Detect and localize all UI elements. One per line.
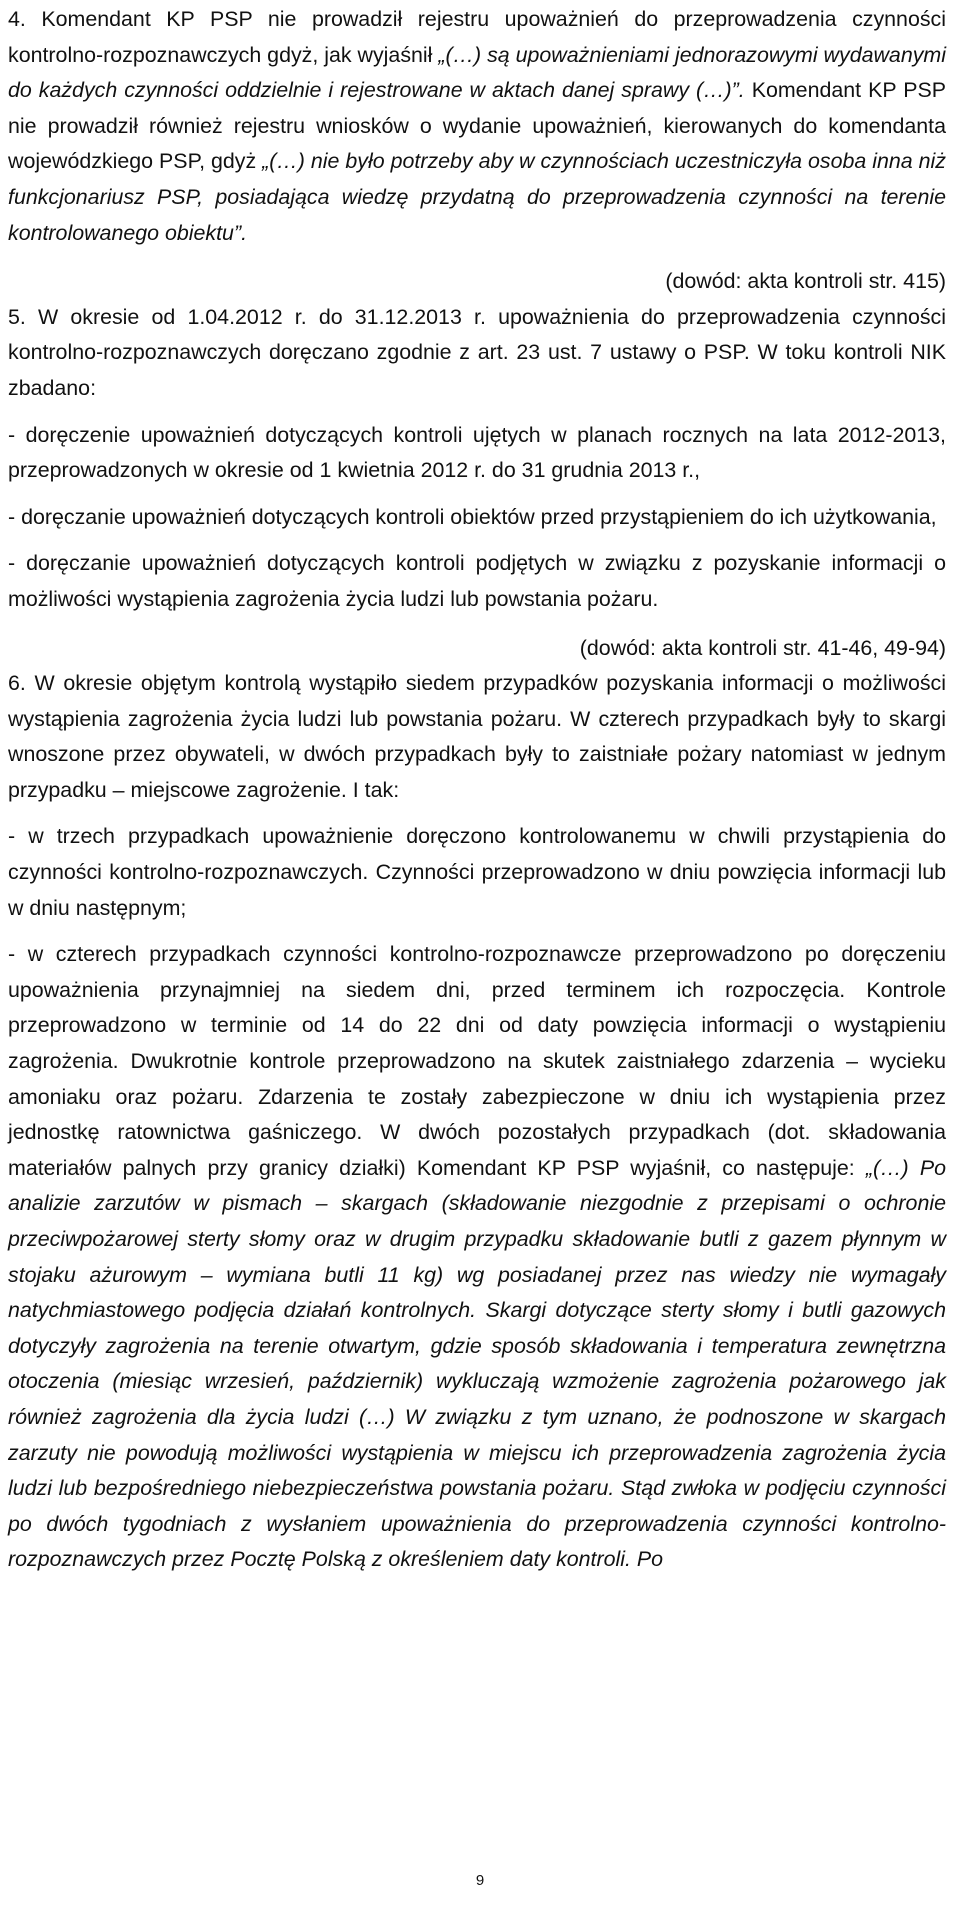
bullet-item-5-text: - w czterech przypadkach czynności kontrolno-rozpoznawcze przeprowadzono po doręczeniu upoważnienia przynajmniej na siedem dni, przed terminem ich rozpoczęcia. Kontrole przeprowadzono w terminie od 14 do 22 dni od daty powzięcia informacji o wystąpieniu zagrożenia. Dwukrotnie kontrole przeprowadzono na skutek zaistniałego zdarzenia – wycieku amoniaku oraz pożaru. Zdarzenia te zostały zabezpieczone w dniu ich wystąpienia przez jednostkę ratownictwa gaśniczego. W dwóch pozostałych przypadkach (dot. składowania materiałów palnych przy granicy działki) Komendant KP PSP wyjaśnił, co następuje: (8, 942, 946, 1180)
page-number: 9 (475, 1872, 485, 1889)
bullet-item-4: - w trzech przypadkach upoważnienie doręczono kontrolowanemu w chwili przystąpienia do czynności kontrolno-rozpoznawczych. Czynności przeprowadzono w dniu powzięcia informacji lub w dniu następnym; (8, 824, 946, 920)
paragraph-4-text-2: Komendant KP PSP nie prowadził również rejestru wniosków o wydanie upoważnień, kierowanych do komendanta wojewódzkiego PSP, gdyż (8, 78, 946, 174)
paragraph-4-quote-2: „(…) nie było potrzeby aby w czynnościach uczestniczyła osoba inna niż funkcjonariusz PSP, posiadająca wiedzę przydatną do przeprowadzenia czynności na terenie kontrolowanego obiektu”. (8, 149, 946, 245)
paragraph-6: 6. W okresie objętym kontrolą wystąpiło siedem przypadków pozyskania informacji o możliwości wystąpienia zagrożenia życia ludzi lub powstania pożaru. W czterech przypadkach były to skargi wnoszone przez obywateli, w dwóch przypadkach były to zaistniałe pożary natomiast w jednym przypadku – miejscowe zagrożenie. I tak: (8, 671, 946, 802)
bullet-item-3: - doręczanie upoważnień dotyczących kontroli podjętych w związku z pozyskanie informacji o możliwości wystąpienia zagrożenia życia ludzi lub powstania pożaru. (8, 551, 946, 611)
bullet-item-5-quote: „(…) Po analizie zarzutów w pismach – skargach (składowanie niezgodnie z przepisami o ochronie przeciwpożarowej sterty słomy oraz w drugim przypadku składowanie butli z gazem płynnym w stojaku ażurowym – wymiana butli 11 kg) wg posiadanej przez nas wiedzy nie wymagały natychmiastowego podjęcia działań kontrolnych. Skargi dotyczące sterty słomy i butli gazowych dotyczyły zagrożenia na terenie otwartym, gdzie sposób składowania i temperatura zewnętrzna otoczenia (miesiąc wrzesień, październik) wykluczają wzmożenie zagrożenia pożarowego jak również zagrożenia dla życia ludzi (…) W związku z tym uznano, że podnoszone w skargach zarzuty nie powodują możliwości wystąpienia w miejscu ich przeprowadzenia zagrożenia życia ludzi lub bezpośredniego niebezpieczeństwa powstania pożaru. Stąd zwłoka w podjęciu czynności po dwóch tygodniach z wysłaniem upoważnienia do przeprowadzenia czynności kontrolno-rozpoznawczych przez Pocztę Polską z określeniem daty kontroli. Po (8, 1155, 947, 1572)
paragraph-4 (8, 2, 946, 251)
evidence-note-1: (dowód: akta kontroli str. 415) (665, 269, 946, 294)
paragraph-4-text: 4. Komendant KP PSP nie prowadził rejestru upoważnień do przeprowadzenia czynności kontrolno-rozpoznawczych gdyż, jak wyjaśnił (8, 7, 946, 67)
bullet-item-1: - doręczenie upoważnień dotyczących kontroli ujętych w planach rocznych na lata 2012-2013, przeprowadzonych w okresie od 1 kwietnia 2012 r. do 31 grudnia 2013 r., (8, 422, 946, 483)
bullet-item-2: - doręczanie upoważnień dotyczących kontroli obiektów przed przystąpieniem do ich użytkowania, (8, 504, 937, 529)
paragraph-4-quote-1: „(…) są upoważnieniami jednorazowymi wydawanymi do każdych czynności oddzielnie i rejestrowane w aktach danej sprawy (…)”. (8, 42, 946, 103)
bullet-item-5 (8, 937, 946, 1578)
paragraph-5: 5. W okresie od 1.04.2012 r. do 31.12.2013 r. upoważnienia do przeprowadzenia czynności kontrolno-rozpoznawczych doręczano zgodnie z art. 23 ust. 7 ustawy o PSP. W toku kontroli NIK zbadano: (8, 304, 946, 400)
evidence-note-2: (dowód: akta kontroli str. 41-46, 49-94) (579, 635, 946, 660)
